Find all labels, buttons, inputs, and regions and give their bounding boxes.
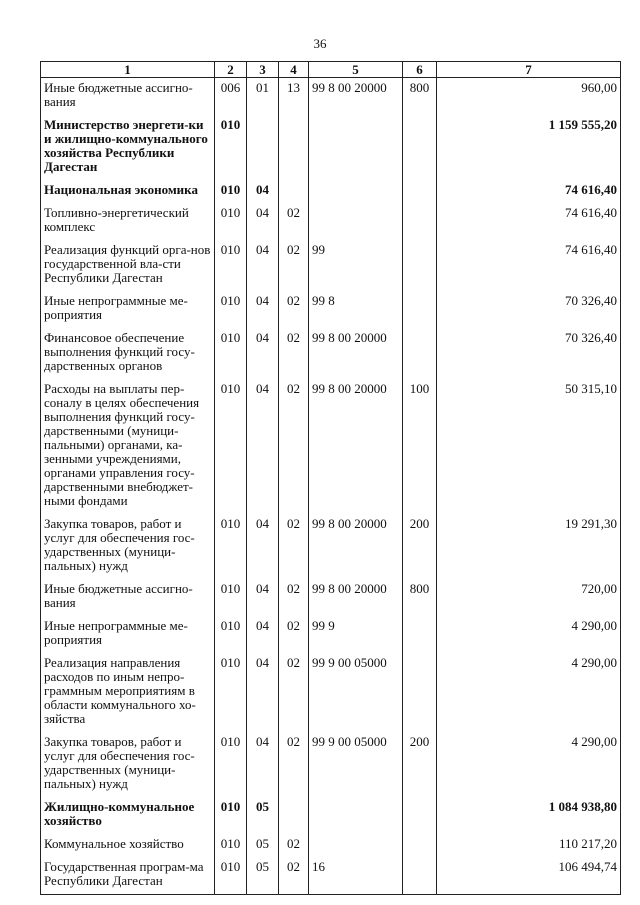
row-name-cell: Иные бюджетные ассигно-вания [41,579,215,616]
expense-type-cell [403,328,437,379]
section-code-cell: 04 [247,579,279,616]
subsection-code-cell: 02 [279,616,309,653]
amount-cell: 19 291,30 [437,514,621,579]
section-code-cell: 05 [247,857,279,895]
amount-cell: 720,00 [437,579,621,616]
table-row [41,797,621,834]
table-row [41,379,621,514]
expense-type-cell [403,797,437,834]
section-code-cell [247,115,279,180]
amount-cell: 1 084 938,80 [437,797,621,834]
row-name-cell: Коммунальное хозяйство [41,834,215,857]
table-row [41,291,621,328]
subsection-code-cell [279,115,309,180]
expense-type-cell [403,857,437,895]
ministry-code-cell: 010 [215,203,247,240]
row-name-cell: Реализация направления расходов по иным непро-граммным мероприятиям в области коммунального хо-зяйства [41,653,215,732]
amount-cell: 4 290,00 [437,653,621,732]
subsection-code-cell: 02 [279,857,309,895]
subsection-code-cell: 02 [279,328,309,379]
table-row [41,328,621,379]
table-row [41,514,621,579]
row-name-cell: Министерство энергети-ки и жилищно-коммунального хозяйства Республики Дагестан [41,115,215,180]
expense-type-cell: 200 [403,732,437,797]
subsection-code-cell: 02 [279,653,309,732]
subsection-code-cell [279,797,309,834]
section-code-cell: 04 [247,240,279,291]
table-row [41,115,621,180]
ministry-code-cell: 010 [215,732,247,797]
target-article-cell [309,115,403,180]
subsection-code-cell: 02 [279,834,309,857]
subsection-code-cell: 02 [279,732,309,797]
target-article-cell: 99 9 00 05000 [309,653,403,732]
expense-type-cell [403,291,437,328]
target-article-cell [309,180,403,203]
column-header: 3 [247,62,279,78]
ministry-code-cell: 010 [215,291,247,328]
ministry-code-cell: 010 [215,834,247,857]
column-header: 1 [41,62,215,78]
expense-type-cell [403,616,437,653]
subsection-code-cell: 02 [279,240,309,291]
ministry-code-cell: 010 [215,379,247,514]
table-header-row [41,62,621,78]
subsection-code-cell: 02 [279,203,309,240]
row-name-cell: Иные непрограммные ме-роприятия [41,291,215,328]
subsection-code-cell: 02 [279,579,309,616]
row-name-cell: Национальная экономика [41,180,215,203]
section-code-cell: 04 [247,514,279,579]
target-article-cell: 99 8 00 20000 [309,328,403,379]
row-name-cell: Финансовое обеспечение выполнения функций госу-дарственных органов [41,328,215,379]
table-row [41,203,621,240]
expense-type-cell: 100 [403,379,437,514]
section-code-cell: 04 [247,291,279,328]
target-article-cell: 99 8 00 20000 [309,514,403,579]
budget-table [40,61,621,895]
subsection-code-cell: 02 [279,379,309,514]
target-article-cell: 16 [309,857,403,895]
table-row [41,732,621,797]
ministry-code-cell: 010 [215,180,247,203]
subsection-code-cell: 02 [279,291,309,328]
table-row [41,78,621,116]
amount-cell: 4 290,00 [437,732,621,797]
section-code-cell: 04 [247,379,279,514]
amount-cell: 960,00 [437,78,621,116]
table-row [41,653,621,732]
column-header: 7 [437,62,621,78]
ministry-code-cell: 010 [215,579,247,616]
table-row [41,180,621,203]
amount-cell: 70 326,40 [437,291,621,328]
subsection-code-cell: 02 [279,514,309,579]
row-name-cell: Закупка товаров, работ и услуг для обеспечения гос-ударственных (муници-пальных) нужд [41,514,215,579]
column-header: 2 [215,62,247,78]
row-name-cell: Закупка товаров, работ и услуг для обеспечения гос-ударственных (муници-пальных) нужд [41,732,215,797]
amount-cell: 50 315,10 [437,379,621,514]
ministry-code-cell: 006 [215,78,247,116]
section-code-cell: 04 [247,653,279,732]
column-header: 6 [403,62,437,78]
expense-type-cell: 800 [403,579,437,616]
amount-cell: 74 616,40 [437,203,621,240]
section-code-cell: 04 [247,180,279,203]
target-article-cell: 99 [309,240,403,291]
amount-cell: 106 494,74 [437,857,621,895]
amount-cell: 4 290,00 [437,616,621,653]
row-name-cell: Иные бюджетные ассигно-вания [41,78,215,116]
row-name-cell: Расходы на выплаты пер-соналу в целях обеспечения выполнения функций госу-дарственными (муници-пальными) органами, ка-зенными учреждениями, органами управления госу-дарственными внебюджет-ными фондами [41,379,215,514]
row-name-cell: Государственная програм-ма Республики Дагестан [41,857,215,895]
row-name-cell: Иные непрограммные ме-роприятия [41,616,215,653]
expense-type-cell: 200 [403,514,437,579]
target-article-cell [309,203,403,240]
target-article-cell [309,834,403,857]
target-article-cell: 99 9 00 05000 [309,732,403,797]
ministry-code-cell: 010 [215,115,247,180]
ministry-code-cell: 010 [215,857,247,895]
subsection-code-cell: 13 [279,78,309,116]
target-article-cell: 99 8 [309,291,403,328]
table-row [41,857,621,895]
amount-cell: 1 159 555,20 [437,115,621,180]
section-code-cell: 01 [247,78,279,116]
amount-cell: 74 616,40 [437,240,621,291]
expense-type-cell [403,180,437,203]
expense-type-cell [403,203,437,240]
expense-type-cell [403,653,437,732]
column-header: 4 [279,62,309,78]
table-body [41,78,621,895]
table-row [41,834,621,857]
section-code-cell: 05 [247,834,279,857]
target-article-cell [309,797,403,834]
table-row [41,616,621,653]
target-article-cell: 99 8 00 20000 [309,78,403,116]
section-code-cell: 04 [247,203,279,240]
ministry-code-cell: 010 [215,514,247,579]
subsection-code-cell [279,180,309,203]
amount-cell: 70 326,40 [437,328,621,379]
expense-type-cell [403,115,437,180]
column-header: 5 [309,62,403,78]
expense-type-cell [403,240,437,291]
row-name-cell: Жилищно-коммунальное хозяйство [41,797,215,834]
target-article-cell: 99 9 [309,616,403,653]
ministry-code-cell: 010 [215,240,247,291]
table-row [41,579,621,616]
section-code-cell: 04 [247,616,279,653]
expense-type-cell: 800 [403,78,437,116]
section-code-cell: 05 [247,797,279,834]
section-code-cell: 04 [247,328,279,379]
page-number: 36 [313,36,327,51]
amount-cell: 110 217,20 [437,834,621,857]
ministry-code-cell: 010 [215,616,247,653]
row-name-cell: Топливно-энергетический комплекс [41,203,215,240]
expense-type-cell [403,834,437,857]
amount-cell: 74 616,40 [437,180,621,203]
ministry-code-cell: 010 [215,797,247,834]
section-code-cell: 04 [247,732,279,797]
ministry-code-cell: 010 [215,653,247,732]
row-name-cell: Реализация функций орга-нов государственной вла-сти Республики Дагестан [41,240,215,291]
target-article-cell: 99 8 00 20000 [309,379,403,514]
ministry-code-cell: 010 [215,328,247,379]
table-row [41,240,621,291]
target-article-cell: 99 8 00 20000 [309,579,403,616]
